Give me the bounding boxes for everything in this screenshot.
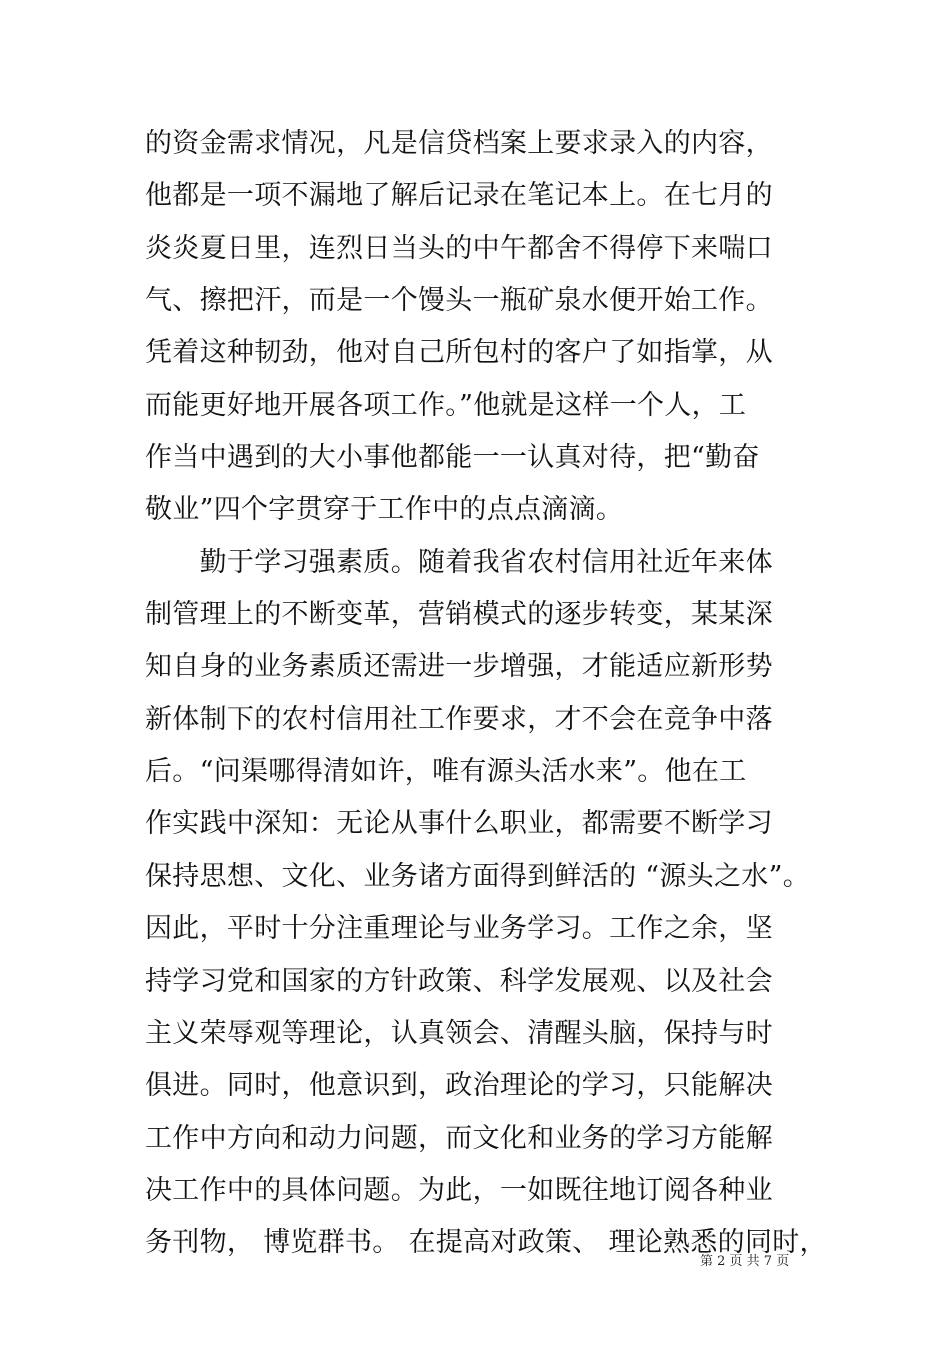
text-line: 他都是一项不漏地了解后记录在笔记本上。在七月的 [145, 180, 773, 212]
text-line: 而能更好地开展各项工作。”他就是这样一个人，工 [145, 389, 747, 421]
page-number-footer: 第 2 页 共 7 页 [700, 1254, 790, 1269]
text-line: 的资金需求情况，凡是信贷档案上要求录入的内容， [145, 128, 773, 159]
text-line: 新体制下的农村信用社工作要求，才不会在竞争中落 [145, 703, 773, 735]
text-line: 保持思想、文化、业务诸方面得到鲜活的 “源头之水”。 [145, 860, 810, 892]
text-line: 决工作中的具体问题。为此，一如既往地订阅各种业 [145, 1174, 773, 1206]
text-line: 气、擦把汗，而是一个馒头一瓶矿泉水便开始工作。 [145, 285, 773, 317]
text-line: 作当中遇到的大小事他都能一一认真对待，把“勤奋 [145, 442, 760, 474]
text-line: 敬业”四个字贯穿于工作中的点点滴滴。 [145, 494, 624, 526]
text-line: 炎炎夏日里，连烈日当头的中午都舍不得停下来喘口 [145, 232, 773, 264]
text-line: 后。“问渠哪得清如许，唯有源头活水来”。他在工 [145, 756, 747, 788]
text-line: 主义荣辱观等理论，认真领会、清醒头脑，保持与时 [145, 1017, 773, 1049]
text-line: 务刊物， 博览群书。 在提高对政策、 理论熟悉的同时， [145, 1227, 827, 1259]
text-line: 凭着这种韧劲，他对自己所包村的客户了如指掌，从 [145, 337, 773, 369]
paragraph-start-line: 勤于学习强素质。随着我省农村信用社近年来体 [145, 546, 773, 578]
text-line: 持学习党和国家的方针政策、科学发展观、以及社会 [145, 965, 773, 997]
text-line: 俱进。同时，他意识到，政治理论的学习，只能解决 [145, 1070, 773, 1102]
text-line: 因此，平时十分注重理论与业务学习。工作之余，坚 [145, 913, 773, 945]
text-line: 作实践中深知：无论从事什么职业，都需要不断学习 [145, 808, 773, 840]
text-line: 工作中方向和动力问题，而文化和业务的学习方能解 [145, 1122, 773, 1154]
text-line: 知自身的业务素质还需进一步增强，才能适应新形势 [145, 651, 773, 683]
body-text [145, 118, 925, 1270]
text-line: 制管理上的不断变革，营销模式的逐步转变，某某深 [145, 599, 773, 631]
